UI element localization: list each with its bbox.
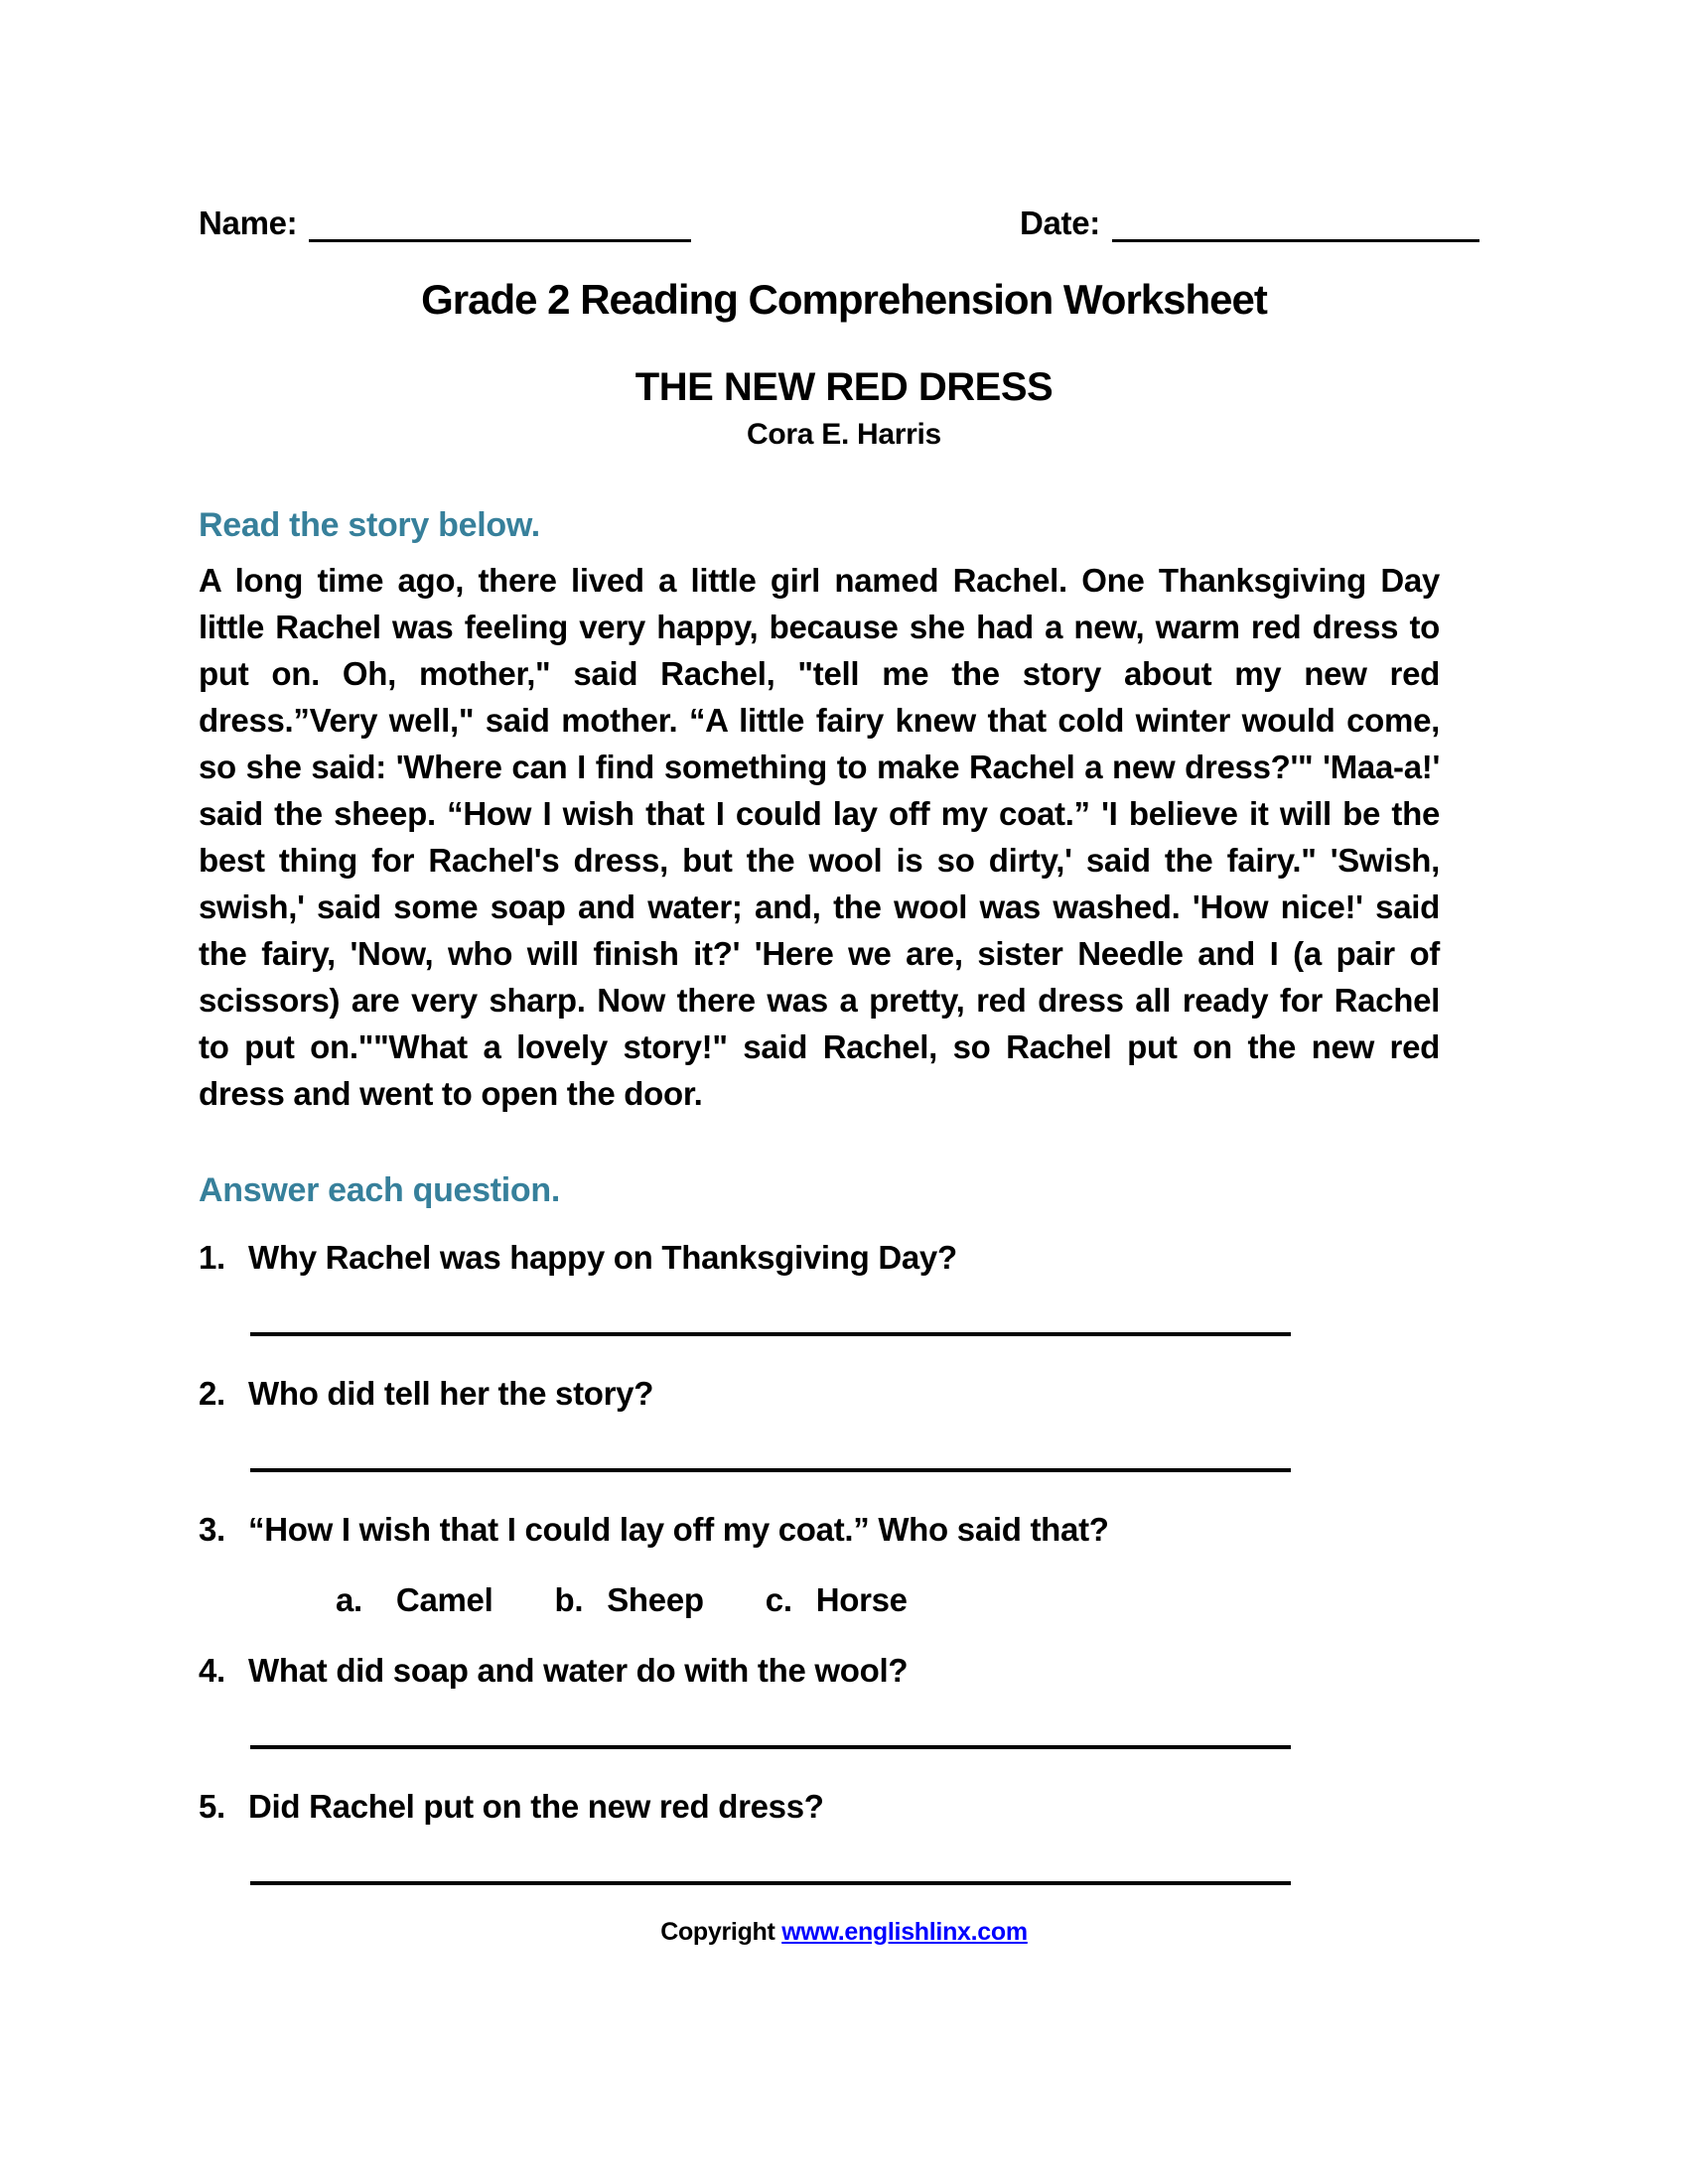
question-5 [199,1787,1440,1827]
copyright-link[interactable]: www.englishlinx.com [781,1918,1028,1946]
option-b [554,1581,703,1619]
option-c-text: Horse [815,1581,908,1618]
name-label: Name: [199,205,298,241]
story-title: THE NEW RED DRESS [634,365,1054,409]
read-instruction-heading: Read the story below. [199,506,540,544]
question-3-options [336,1581,1688,1619]
worksheet-title: Grade 2 Reading Comprehension Worksheet [421,276,1267,323]
name-date-row [199,204,1479,242]
question-2-answer-line [250,1468,1291,1472]
question-4 [199,1651,1440,1691]
story-paragraph: A long time ago, there lived a little girl named Rachel. One Thanksgiving Day little Rachel was feeling very happy, because she had a new, warm red dress to put on. Oh, mother," said Rachel, "tell me the story about my new red dress.”Very well," said mother. “A little fairy knew that cold winter would come, so she said: 'Where can I find something to make Rachel a new dress?'" 'Maa-a!' said the sheep. “How I wish that I could lay off my coat.” 'I believe it will be the best thing for Rachel's dress, but the wool is so dirty,' said the fairy." 'Swish, swish,' said some soap and water; and, the wool was washed. 'How nice!' said the fairy, 'Now, who will finish it?' 'Here we are, sister Needle and I (a pair of scissors) are very sharp. Now there was a pretty, red dress all ready for Rachel to put on.""What a lovely story!" said Rachel, so Rachel put on the new red dress and went to open the door. [199,562,1440,1112]
date-label: Date: [1019,205,1100,241]
option-b-letter: b. [554,1581,584,1618]
question-5-text: Did Rachel put on the new red dress? [248,1788,824,1825]
question-1-text: Why Rachel was happy on Thanksgiving Day? [248,1239,957,1276]
answer-instruction-heading: Answer each question. [199,1171,561,1209]
name-field [199,204,691,242]
option-b-text: Sheep [607,1581,704,1618]
copyright-label: Copyright [660,1918,775,1946]
name-blank-line [309,204,691,242]
question-3-number: 3. [199,1511,225,1548]
question-5-answer-line [250,1881,1291,1885]
question-1-number: 1. [199,1239,225,1276]
question-2-text: Who did tell her the story? [248,1375,654,1412]
date-field [1020,204,1479,242]
question-3 [199,1510,1440,1550]
option-a [336,1581,492,1619]
question-4-text: What did soap and water do with the wool? [248,1652,909,1689]
option-c-letter: c. [765,1581,792,1618]
date-blank-line [1112,204,1479,242]
question-2 [199,1374,1440,1414]
copyright-footer [0,1918,1688,1947]
option-c [766,1581,908,1619]
question-1 [199,1238,1440,1278]
question-1-answer-line [250,1332,1291,1336]
question-5-number: 5. [199,1788,225,1825]
option-a-letter: a. [336,1581,362,1618]
question-3-text: “How I wish that I could lay off my coat.” Who said that? [248,1511,1109,1548]
question-2-number: 2. [199,1375,225,1412]
option-a-text: Camel [395,1581,493,1618]
question-4-number: 4. [199,1652,225,1689]
question-4-answer-line [250,1745,1291,1749]
story-author: Cora E. Harris [747,418,941,451]
